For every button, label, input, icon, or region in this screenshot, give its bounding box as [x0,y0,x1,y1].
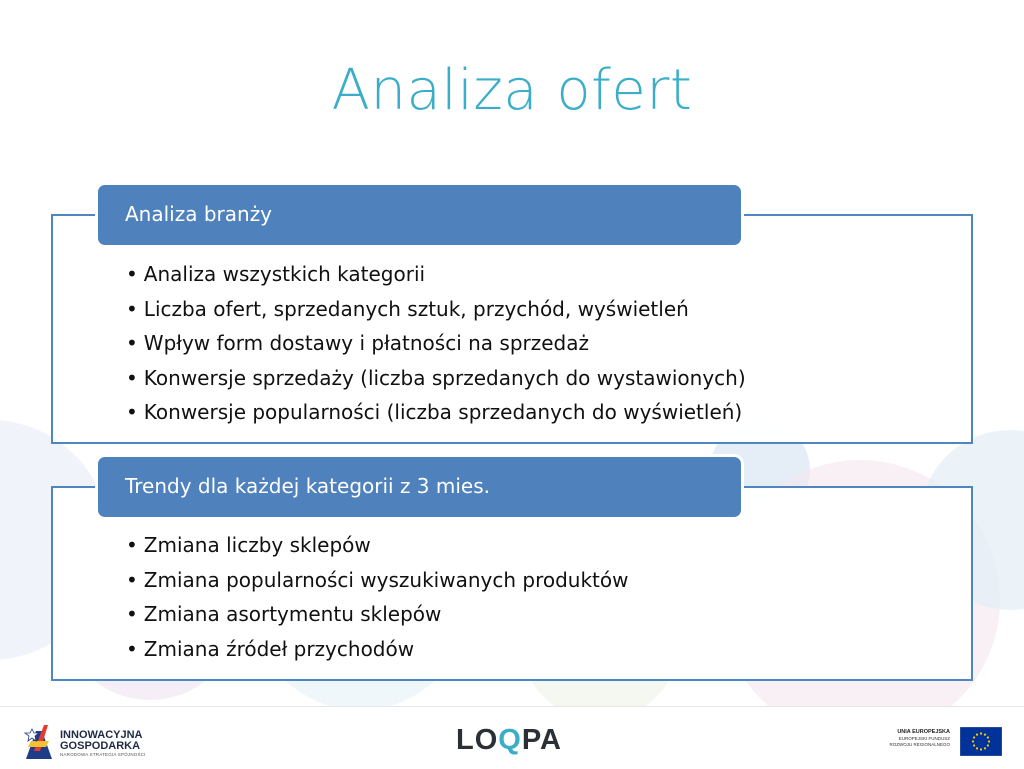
loopa-logo-text: PA [521,724,562,756]
loopa-logo-text: LO [456,724,499,756]
loopa-logo [456,724,562,756]
loopa-logo-magnifier: Q [498,724,522,756]
logo-text-line: INNOWACYJNA [60,729,143,741]
logo-text-line: GOSPODARKA [60,740,141,752]
section-header-industry-analysis: Analiza branży [98,185,741,245]
logo-text-line: NARODOWA STRATEGIA SPÓJNOŚCI [60,752,146,757]
logo-text-line: ROZWOJU REGIONALNEGO [889,742,950,747]
bullet-item: • Liczba ofert, sprzedanych sztuk, przychód, wyświetleń [126,292,746,327]
section-header-category-trends: Trendy dla każdej kategorii z 3 mies. [98,457,741,517]
bullet-item: • Analiza wszystkich kategorii [126,257,746,292]
slide-title: Analiza ofert [331,58,693,123]
innowacyjna-gospodarka-logo [22,721,162,761]
eu-logo [878,727,1002,757]
bullet-item: • Zmiana źródeł przychodów [126,632,629,667]
footer-logo-bar [0,706,1024,769]
bullet-list-industry-analysis [126,257,746,430]
bullet-item: • Konwersje popularności (liczba sprzedanych do wyświetleń) [126,395,746,430]
innowacyjna-gospodarka-emblem-icon [22,721,56,761]
bullet-item: • Zmiana popularności wyszukiwanych produktów [126,563,629,598]
bullet-list-category-trends [126,528,629,666]
bullet-item: • Wpływ form dostawy i płatności na sprzedaż [126,326,746,361]
logo-text-line: UNIA EUROPEJSKA [897,729,950,735]
bullet-item: • Zmiana liczby sklepów [126,528,629,563]
bullet-item: • Zmiana asortymentu sklepów [126,597,629,632]
logo-text-line: EUROPEJSKI FUNDUSZ [898,736,950,741]
eu-logo-text [889,729,950,748]
bullet-item: • Konwersje sprzedaży (liczba sprzedanych do wystawionych) [126,361,746,396]
eu-flag-icon [960,727,1002,756]
